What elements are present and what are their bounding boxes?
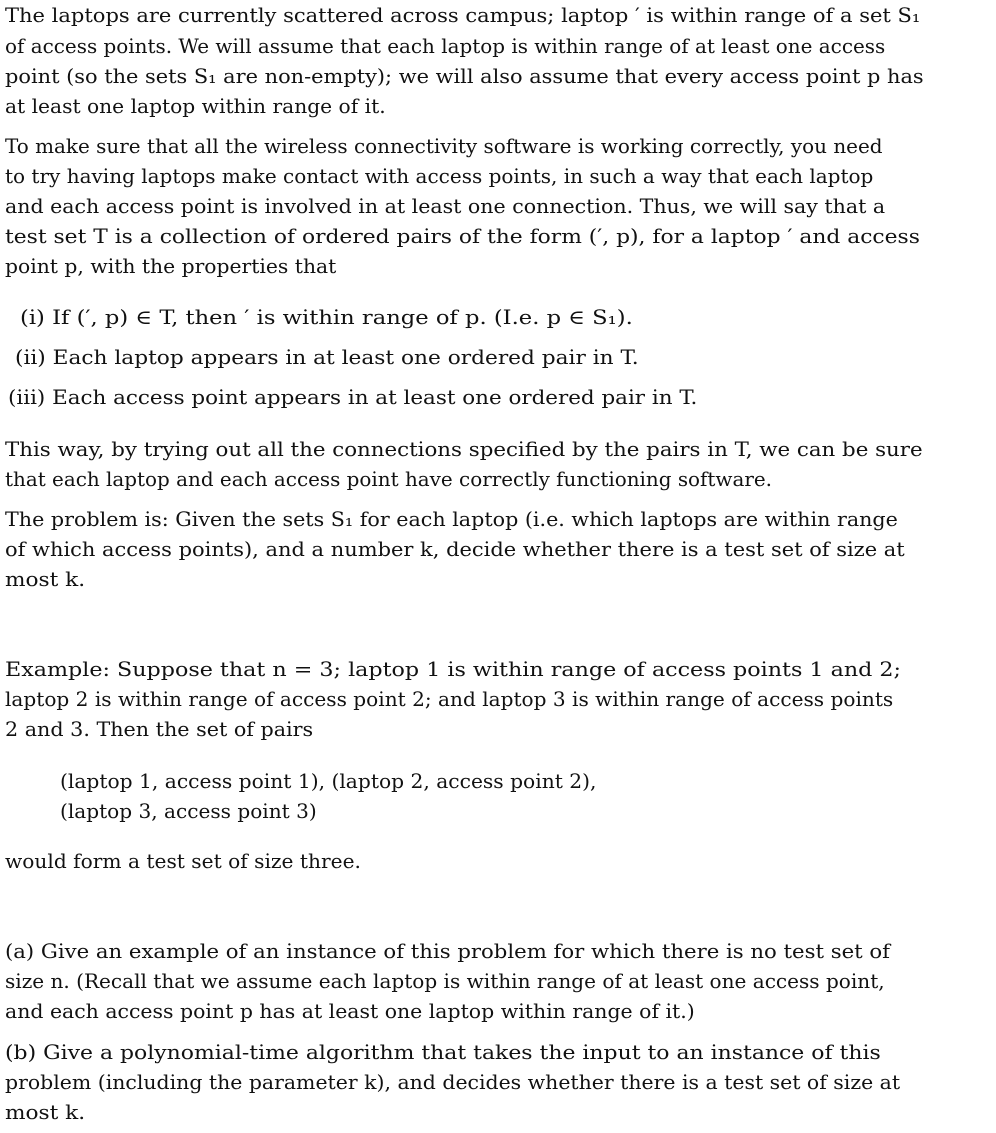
question-b-line: most k. — [5, 1100, 86, 1124]
text-line: of which access points), and a number k, decide whether there is a test set of size at — [5, 537, 905, 561]
text-line: The laptops are currently scattered across campus; laptop ′ is within range of a set S₁ — [5, 3, 921, 27]
text-line: at least one laptop within range of it. — [5, 94, 386, 118]
text-line: test set T is a collection of ordered pairs of the form (′, p), for a laptop ′ and access — [5, 224, 920, 248]
question-a-line: and each access point p has at least one laptop within range of it.) — [5, 999, 695, 1023]
text-line: to try having laptops make contact with access points, in such a way that each laptop — [5, 164, 874, 188]
question-a-line: size n. (Recall that we assume each laptop is within range of at least one access point, — [5, 969, 885, 993]
text-line: The problem is: Given the sets S₁ for each laptop (i.e. which laptops are within range — [5, 507, 898, 531]
list-item: (ii) Each laptop appears in at least one ordered pair in T. — [15, 345, 639, 369]
example-line: Example: Suppose that n = 3; laptop 1 is within range of access points 1 and 2; — [5, 657, 902, 681]
text-line: most k. — [5, 567, 86, 591]
example-line: laptop 2 is within range of access point 2; and laptop 3 is within range of access points — [5, 687, 894, 711]
text-line: and each access point is involved in at least one connection. Thus, we will say that a — [5, 194, 886, 218]
list-item: (iii) Each access point appears in at least one ordered pair in T. — [8, 385, 698, 409]
question-b-line: problem (including the parameter k), and decides whether there is a test set of size at — [5, 1070, 901, 1094]
text-line: of access points. We will assume that each laptop is within range of at least one access — [5, 34, 886, 58]
example-pair-line: (laptop 1, access point 1), (laptop 2, access point 2), — [60, 769, 597, 793]
text-line: This way, by trying out all the connections specified by the pairs in T, we can be sure — [5, 437, 923, 461]
example-pair-line: (laptop 3, access point 3) — [60, 799, 317, 823]
text-line: To make sure that all the wireless connectivity software is working correctly, you need — [5, 134, 883, 158]
text-line: point p, with the properties that — [5, 254, 337, 278]
question-b-line: (b) Give a polynomial-time algorithm that takes the input to an instance of this — [5, 1040, 881, 1064]
text-line: point (so the sets S₁ are non-empty); we will also assume that every access point p has — [5, 64, 924, 88]
list-item: (i) If (′, p) ∈ T, then ′ is within range of p. (I.e. p ∈ S₁). — [20, 305, 633, 329]
question-a-line: (a) Give an example of an instance of this problem for which there is no test set of — [5, 939, 891, 963]
example-line: 2 and 3. Then the set of pairs — [5, 717, 314, 741]
text-line: that each laptop and each access point have correctly functioning software. — [5, 467, 773, 491]
example-line: would form a test set of size three. — [5, 849, 361, 873]
